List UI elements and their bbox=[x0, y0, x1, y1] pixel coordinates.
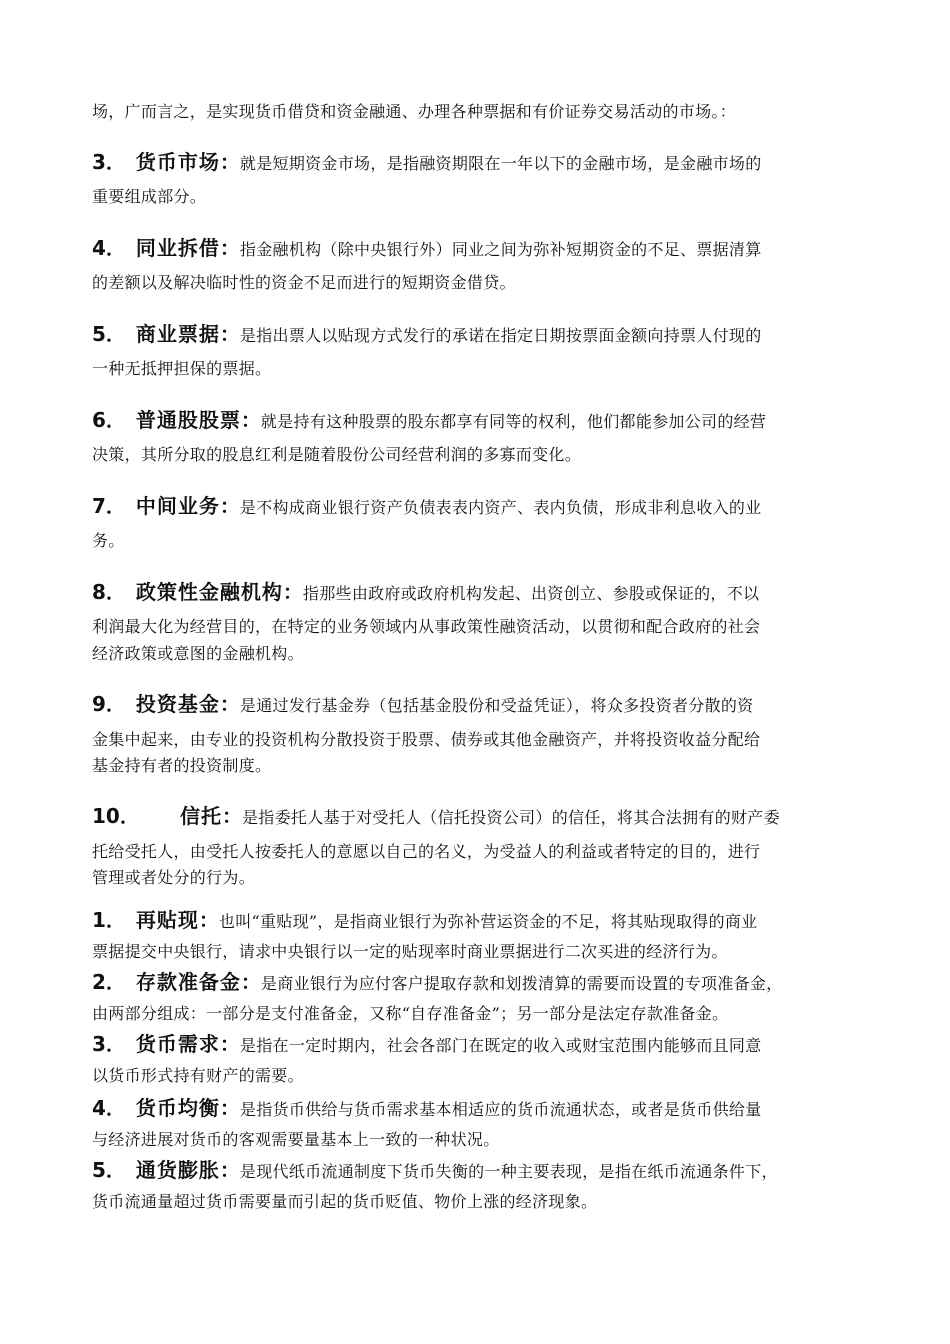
entry-colon: ： bbox=[240, 970, 261, 994]
entry-colon: ： bbox=[198, 908, 219, 932]
entry-colon: ： bbox=[240, 408, 261, 432]
entry-definition: 管理或者处分的行为。 bbox=[92, 868, 256, 887]
entry-term: 中间业务 bbox=[135, 494, 220, 518]
entry-货币均衡-line-1 bbox=[92, 1096, 882, 1122]
entry-definition: 指金融机构（除中央银行外）同业之间为弥补短期资金的不足、票据清算 bbox=[239, 240, 762, 259]
entry-number: 5． bbox=[92, 1158, 126, 1182]
entry-term: 货币均衡 bbox=[135, 1096, 220, 1120]
entry-number: 8． bbox=[92, 580, 126, 604]
entry-definition: 是现代纸币流通制度下货币失衡的一种主要表现，是指在纸币流通条件下， bbox=[239, 1162, 778, 1181]
entry-信托-line-1 bbox=[92, 804, 882, 830]
entry-definition: 就是短期资金市场，是指融资期限在一年以下的金融市场，是金融市场的 bbox=[239, 154, 762, 173]
entry-colon: ： bbox=[219, 1032, 240, 1056]
entry-普通股股票-line-1 bbox=[92, 408, 882, 434]
entry-definition: 是指出票人以贴现方式发行的承诺在指定日期按票面金额向持票人付现的 bbox=[239, 326, 762, 345]
entry-政策性金融机构-line-1 bbox=[92, 580, 882, 606]
entry-term: 政策性金融机构 bbox=[135, 580, 283, 604]
entry-definition: 是指货币供给与货币需求基本相适应的货币流通状态，或者是货币供给量 bbox=[239, 1100, 762, 1119]
entry-再贴现-line-2 bbox=[92, 940, 882, 964]
entry-number: 6． bbox=[92, 408, 126, 432]
entry-definition: 金集中起来，由专业的投资机构分散投资于股票、债券或其他金融资产，并将投资收益分配给 bbox=[92, 730, 761, 749]
entry-definition: 票据提交中央银行，请求中央银行以一定的贴现率时商业票据进行二次买进的经济行为。 bbox=[92, 942, 728, 961]
entry-colon: ： bbox=[219, 322, 240, 346]
entry-number: 7． bbox=[92, 494, 126, 518]
entry-definition: 是指在一定时期内，社会各部门在既定的收入或财宝范围内能够而且同意 bbox=[239, 1036, 762, 1055]
entry-term: 货币需求 bbox=[135, 1032, 220, 1056]
entry-货币均衡-line-2 bbox=[92, 1128, 882, 1152]
entry-definition: 与经济进展对货币的客观需要量基本上一致的一种状况。 bbox=[92, 1130, 500, 1149]
entry-colon: ： bbox=[219, 1158, 240, 1182]
entry-number: 1． bbox=[92, 908, 126, 932]
entry-信托-line-3 bbox=[92, 866, 882, 890]
entry-中间业务-line-1 bbox=[92, 494, 882, 520]
entry-term: 货币市场 bbox=[135, 150, 220, 174]
entry-definition: 重要组成部分。 bbox=[92, 187, 207, 206]
entry-colon: ： bbox=[282, 580, 303, 604]
entry-definition: 由两部分组成：一部分是支付准备金，又称“自存准备金”；另一部分是法定存款准备金。 bbox=[92, 1004, 729, 1023]
entry-definition: 是商业银行为应付客户提取存款和划拨清算的需要而设置的专项准备金， bbox=[260, 974, 783, 993]
entry-商业票据-line-2 bbox=[92, 357, 882, 381]
entry-definition: 指那些由政府或政府机构发起、出资创立、参股或保证的，不以 bbox=[302, 584, 760, 603]
entry-term: 普通股股票 bbox=[135, 408, 241, 432]
entry-政策性金融机构-line-2 bbox=[92, 615, 882, 639]
intro-text: 场，广而言之，是实现货币借贷和资金融通、办理各种票据和有价证券交易活动的市场。： bbox=[92, 102, 737, 121]
entry-definition: 的差额以及解决临时性的资金不足而进行的短期资金借贷。 bbox=[92, 273, 516, 292]
entry-definition: 是通过发行基金券（包括基金股份和受益凭证），将众多投资者分散的资 bbox=[239, 696, 754, 715]
entry-colon: ： bbox=[219, 494, 240, 518]
entry-colon: ： bbox=[219, 1096, 240, 1120]
entry-definition: 务。 bbox=[92, 531, 125, 550]
entry-number: 2． bbox=[92, 970, 126, 994]
entry-存款准备金-line-2 bbox=[92, 1002, 882, 1026]
entry-term: 投资基金 bbox=[135, 692, 220, 716]
entry-货币市场-line-2 bbox=[92, 185, 882, 209]
entry-number: 3． bbox=[92, 1032, 126, 1056]
entry-number: 4． bbox=[92, 1096, 126, 1120]
entry-definition: 基金持有者的投资制度。 bbox=[92, 756, 272, 775]
entry-政策性金融机构-line-3 bbox=[92, 642, 882, 666]
entry-colon: ： bbox=[219, 236, 240, 260]
entry-通货膨胀-line-1 bbox=[92, 1158, 882, 1184]
entry-投资基金-line-1 bbox=[92, 692, 882, 718]
entry-term: 信托 bbox=[180, 804, 222, 828]
entry-term: 通货膨胀 bbox=[135, 1158, 220, 1182]
entry-term: 再贴现 bbox=[135, 908, 199, 932]
entry-同业拆借-line-2 bbox=[92, 271, 882, 295]
entry-definition: 经济政策或意图的金融机构。 bbox=[92, 644, 304, 663]
entry-再贴现-line-1 bbox=[92, 908, 882, 934]
entry-definition: 决策，其所分取的股息红利是随着股份公司经营利润的多寡而变化。 bbox=[92, 445, 582, 464]
entry-definition: 以货币形式持有财产的需要。 bbox=[92, 1066, 304, 1085]
entry-商业票据-line-1 bbox=[92, 322, 882, 348]
entry-number: 10． bbox=[92, 804, 140, 828]
entry-中间业务-line-2 bbox=[92, 529, 882, 553]
entry-货币需求-line-1 bbox=[92, 1032, 882, 1058]
entry-definition: 是不构成商业银行资产负债表表内资产、表内负债，形成非利息收入的业 bbox=[239, 498, 762, 517]
entry-投资基金-line-3 bbox=[92, 754, 882, 778]
entry-number: 9． bbox=[92, 692, 126, 716]
entry-definition: 就是持有这种股票的股东都享有同等的权利，他们都能参加公司的经营 bbox=[260, 412, 767, 431]
entry-definition: 是指委托人基于对受托人（信托投资公司）的信任，将其合法拥有的财产委 bbox=[242, 808, 780, 827]
entry-definition: 利润最大化为经营目的，在特定的业务领域内从事政策性融资活动，以贯彻和配合政府的社会 bbox=[92, 617, 761, 636]
entry-colon: ： bbox=[219, 150, 240, 174]
entry-通货膨胀-line-2 bbox=[92, 1190, 882, 1214]
entry-投资基金-line-2 bbox=[92, 728, 882, 752]
entry-number: 5． bbox=[92, 322, 126, 346]
entry-普通股股票-line-2 bbox=[92, 443, 882, 467]
entry-信托-line-2 bbox=[92, 840, 882, 864]
entry-definition: 也叫“重贴现”，是指商业银行为弥补营运资金的不足，将其贴现取得的商业 bbox=[218, 912, 758, 931]
entry-同业拆借-line-1 bbox=[92, 236, 882, 262]
intro-line bbox=[92, 100, 882, 124]
entry-货币需求-line-2 bbox=[92, 1064, 882, 1088]
entry-货币市场-line-1 bbox=[92, 150, 882, 176]
entry-definition: 一种无抵押担保的票据。 bbox=[92, 359, 272, 378]
entry-definition: 货币流通量超过货币需要量而引起的货币贬值、物价上涨的经济现象。 bbox=[92, 1192, 598, 1211]
entry-存款准备金-line-1 bbox=[92, 970, 882, 996]
entry-definition: 托给受托人，由受托人按委托人的意愿以自己的名义，为受益人的利益或者特定的目的，进行 bbox=[92, 842, 761, 861]
entry-colon: ： bbox=[219, 692, 240, 716]
entry-number: 3． bbox=[92, 150, 126, 174]
entry-term: 同业拆借 bbox=[135, 236, 220, 260]
entry-term: 商业票据 bbox=[135, 322, 220, 346]
entry-number: 4． bbox=[92, 236, 126, 260]
entry-term: 存款准备金 bbox=[135, 970, 241, 994]
entry-colon: ： bbox=[222, 804, 242, 828]
